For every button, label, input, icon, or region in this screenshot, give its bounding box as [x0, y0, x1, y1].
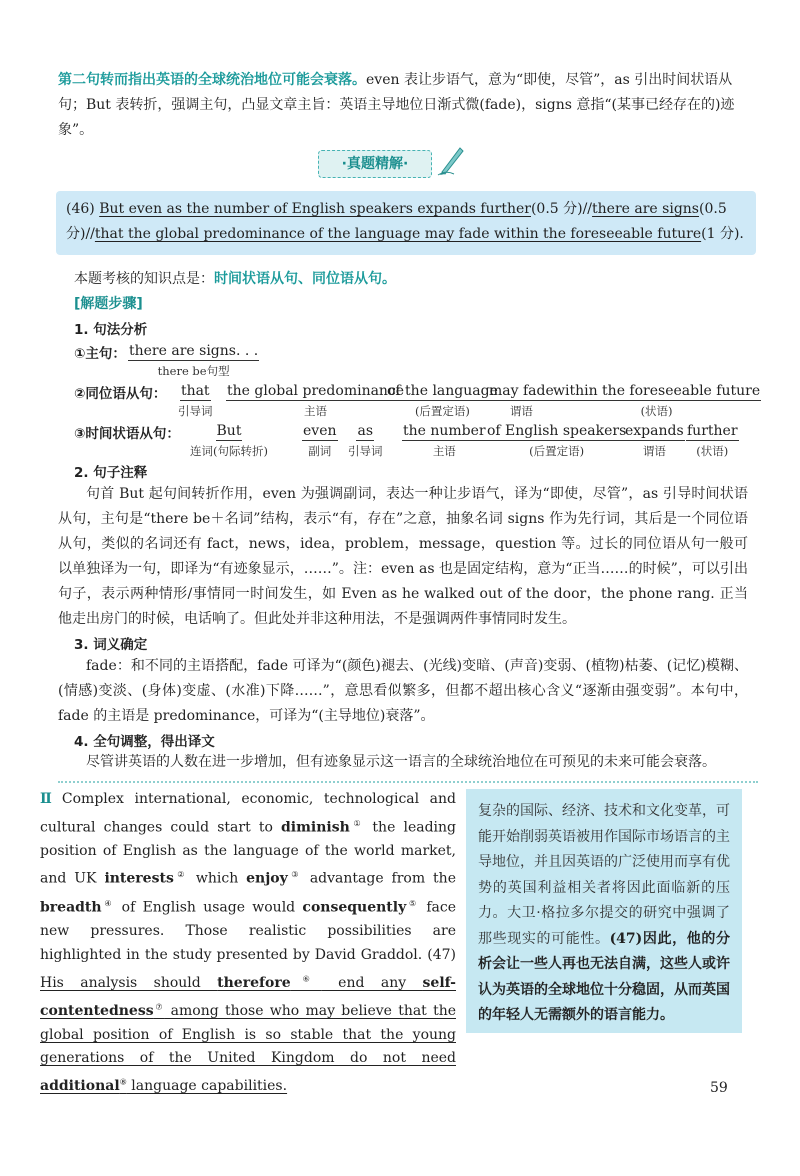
vocab-consequently: consequently [302, 899, 407, 916]
step-4-heading: 4. 全句调整，得出译文 [74, 734, 215, 750]
appositive-label: ②同位语从句： [74, 386, 167, 402]
intro-paragraph [58, 68, 746, 143]
appositive-cell-1: the global predominance 主语 [227, 383, 405, 418]
appositive-cell-3: may fade 谓语 [489, 383, 554, 418]
intro-highlight: 第二句转而指出英语的全球统治地位可能会衰落。 [58, 72, 366, 88]
translation-47: (47)因此，他的分析会让一些人再也无法自满，这些人或许认为英语的全球地位十分稳固，从而英国的年轻人无需额外的语言能力。 [478, 930, 730, 1023]
time-cell-1: even 副词 [303, 423, 337, 458]
question-score-3: (1 分). [701, 226, 744, 242]
pen-icon [436, 144, 466, 176]
question-part-3: that the global predominance of the language may fade within the foreseeable future [94, 226, 702, 242]
step-1-heading: 1. 句法分析 [74, 322, 148, 338]
step-3-heading: 3. 词义确定 [74, 637, 148, 653]
question-part-2: there are signs [592, 201, 699, 217]
vocab-interests: interests [104, 871, 174, 888]
question-box [56, 191, 756, 255]
page-number: 59 [710, 1080, 728, 1096]
main-clause-label: ①主句： [74, 346, 126, 362]
translation-box [466, 789, 742, 1033]
vocab-self-contentedness: self-contentedness [40, 974, 456, 1020]
question-47-sentence: His analysis should therefore⑥ end any self-contentedness⑦ among those who may believe that the global position of English is so stable that the young generations of the United Kingdom do not need additional⑧ language capabilities. [40, 974, 456, 1095]
steps-label: [解题步骤] [74, 296, 143, 312]
time-cell-4: of English speakers (后置定语) [487, 423, 627, 458]
time-cell-0: But 连词(句际转折) [190, 423, 268, 458]
english-passage: Ⅱ Complex international, economic, technological and cultural changes could start to diminish① the leading position of English as the language of the world market, and UK interests② which enjoy③ advantage from the breadth④ of English usage would consequently⑤ face new pressures. Those realistic possibilities are highlighted in the study presented by David Graddol. (47) His analysis should therefore⑥ end any self-contentedness⑦ among those who may believe that the global position of English is so stable that the young generations of the United Kingdom do not need additional⑧ language capabilities. [40, 791, 457, 1095]
intro-rest: even 表让步语气，意为“即使，尽管”，as 引出时间状语从句；But 表转折，强调主句，凸显文章主旨：英语主导地位日渐式微(fade)，signs 意指“(某事已经存在的)迹象”。 [58, 72, 735, 138]
time-clause-label: ③时间状语从句： [74, 426, 180, 442]
question-score-2: (0.5 分)// [66, 201, 727, 242]
main-clause-role: there be句型 [157, 364, 230, 378]
vocab-therefore: therefore [217, 974, 291, 991]
question-number: (46) [66, 201, 95, 217]
time-cell-5: expands 谓语 [625, 423, 684, 458]
vocab-additional: additional [40, 1078, 120, 1095]
knowledge-list: 时间状语从句、同位语从句。 [214, 271, 396, 287]
appositive-cell-4: within the foreseeable future (状语) [553, 383, 761, 418]
appositive-cell-2: of the language (后置定语) [387, 383, 498, 418]
question-score-1: (0.5 分)// [530, 201, 593, 217]
translation-text: 复杂的国际、经济、技术和文化变革，可能开始削弱英语被用作国际市场语言的主导地位，并且因英语的广泛使用而享有优势的英国利益相关者将因此面临新的压力。大卫·格拉多尔提交的研究中强调了那些现实的可能性。 [478, 803, 730, 947]
vocab-enjoy: enjoy [246, 871, 288, 888]
step-3-text: fade：和不同的主语搭配，fade 可译为“(颜色)褪去、(光线)变暗、(声音)变弱、(植物)枯萎、(记忆)模糊、(情感)变淡、(身体)变虚、(水准)下降……”，意思看似繁多，但都不超出核心含义“逐渐由强变弱”。本句中，fade 的主语是 predominance，可译为“(主导地位)衰落”。 [58, 658, 748, 724]
vocab-breadth: breadth [40, 899, 102, 916]
vocab-diminish: diminish [281, 819, 350, 836]
section-banner [318, 150, 478, 180]
appositive-cell-0: that 引导词 [178, 383, 213, 418]
knowledge-prefix: 本题考核的知识点是： [74, 271, 214, 287]
time-cell-2: as 引导词 [348, 423, 383, 458]
step-2-heading: 2. 句子注释 [74, 465, 148, 481]
time-cell-6: further (状语) [687, 423, 738, 458]
knowledge-points [74, 268, 754, 288]
section-divider [58, 781, 758, 783]
main-clause-cell [128, 342, 259, 379]
step-4-text: 尽管讲英语的人数在进一步增加，但有迹象显示这一语言的全球统治地位在可预见的未来可能会衰落。 [86, 754, 716, 770]
banner-label: ·真题精解· [318, 150, 432, 178]
time-cell-3: the number 主语 [403, 423, 486, 458]
passage-number: Ⅱ [40, 791, 58, 807]
step-2-text: 句首 But 起句间转折作用，even 为强调副词，表达一种让步语气，译为“即使，尽管”，as 引导时间状语从句，主句是“there be＋名词”结构，表示“有，存在”之意，抽象名词 signs 作为先行词，其后是一个同位语从句，类似的名词还有 fact，news，idea，problem，message，question 等。过长的同位语从句一般可以单独译为一句，即译为“有迹象显示，……”。注：even as 也是固定结构，意为“正当……的时候”，可以引出句子，表示两种情形/事情同一时间发生，如 Even as he walked out of the door，the phone rang. 正当他走出房门的时候，电话响了。但此处并非这种用法，不是强调两件事情同时发生。 [58, 486, 748, 627]
question-part-1: But even as the number of English speakers expands further [99, 201, 531, 217]
main-clause-text: there are signs. . . [129, 343, 259, 359]
